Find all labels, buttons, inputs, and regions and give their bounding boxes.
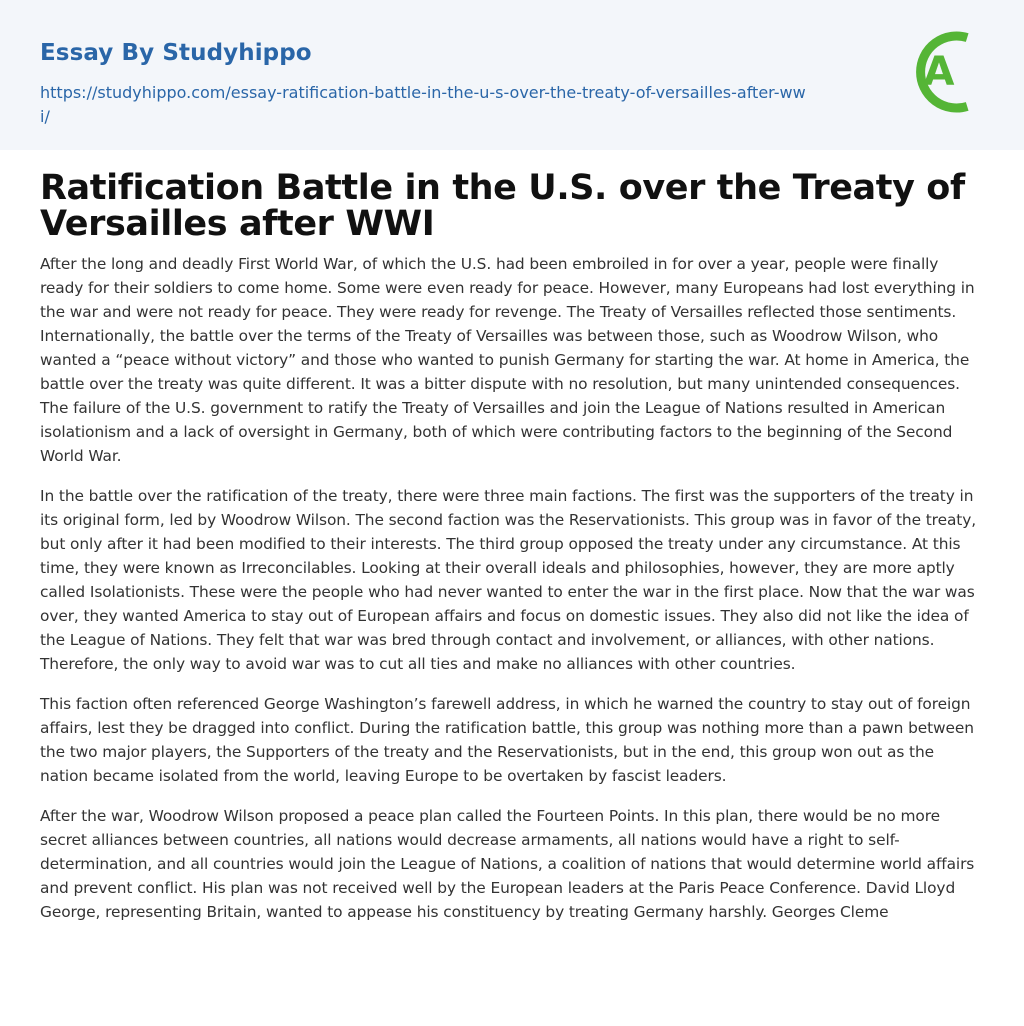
logo-ring-icon bbox=[905, 28, 989, 116]
essay-title: Ratification Battle in the U.S. over the Treaty of Versailles after WWI bbox=[40, 168, 965, 244]
essay-paragraph-1: After the long and deadly First World War, of which the U.S. had been embroiled in for over a year, people were finally ready for their soldiers to come home. Some were even ready for peace. However, many Europeans had lost everything in the war and were not ready for peace. They were ready for revenge. The Treaty of Versailles reflected those sentiments. Internationally, the battle over the terms of the Treaty of Versailles was between those, such as Woodrow Wilson, who wanted a “peace without victory” and those who wanted to punish Germany for starting the war. At home in America, the battle over the treaty was quite different. It was a bitter dispute with no resolution, but many unintended consequences. The failure of the U.S. government to ratify the Treaty of Versailles and join the League of Nations resulted in American isolationism and a lack of oversight in Germany, both of which were contributing factors to the beginning of the Second World War. bbox=[40, 255, 975, 465]
studyhippo-logo[interactable] bbox=[905, 28, 989, 116]
essay-paragraph-2: In the battle over the ratification of the treaty, there were three main factions. The first was the supporters of the treaty in its original form, led by Woodrow Wilson. The second faction was the Reservationists. This group was in favor of the treaty, but only after it had been modified to their interests. The third group opposed the treaty under any circumstance. At this time, they were known as Irreconcilables. Looking at their overall ideals and philosophies, however, they are more aptly called Isolationists. These were the people who had never wanted to enter the war in the first place. Now that the war was over, they wanted America to stay out of European affairs and focus on domestic issues. They also did not like the idea of the League of Nations. They felt that war was bred through contact and involvement, or alliances, with other nations. Therefore, the only way to avoid war was to cut all ties and make no alliances with other countries. bbox=[40, 487, 977, 673]
site-title[interactable]: Essay By Studyhippo bbox=[40, 40, 312, 66]
source-url-link[interactable]: https://studyhippo.com/essay-ratification-battle-in-the-u-s-over-the-treaty-of-versailles-after-wwi/ bbox=[40, 83, 806, 126]
logo-letter: A bbox=[923, 49, 955, 95]
essay-content bbox=[0, 170, 1024, 924]
essay-paragraph-3: This faction often referenced George Washington’s farewell address, in which he warned the country to stay out of foreign affairs, lest they be dragged into conflict. During the ratification battle, this group was nothing more than a pawn between the two major players, the Supporters of the treaty and the Reservationists, but in the end, this group won out as the nation became isolated from the world, leaving Europe to be overtaken by fascist leaders. bbox=[40, 695, 974, 785]
page-header bbox=[0, 0, 1024, 150]
essay-paragraph-4: After the war, Woodrow Wilson proposed a peace plan called the Fourteen Points. In this plan, there would be no more secret alliances between countries, all nations would decrease armaments, all nations would have a right to self-determination, and all countries would join the League of Nations, a coalition of nations that would determine world affairs and prevent conflict. His plan was not received well by the European leaders at the Paris Peace Conference. David Lloyd George, representing Britain, wanted to appease his constituency by treating Germany harshly. Georges Cleme bbox=[40, 807, 975, 921]
